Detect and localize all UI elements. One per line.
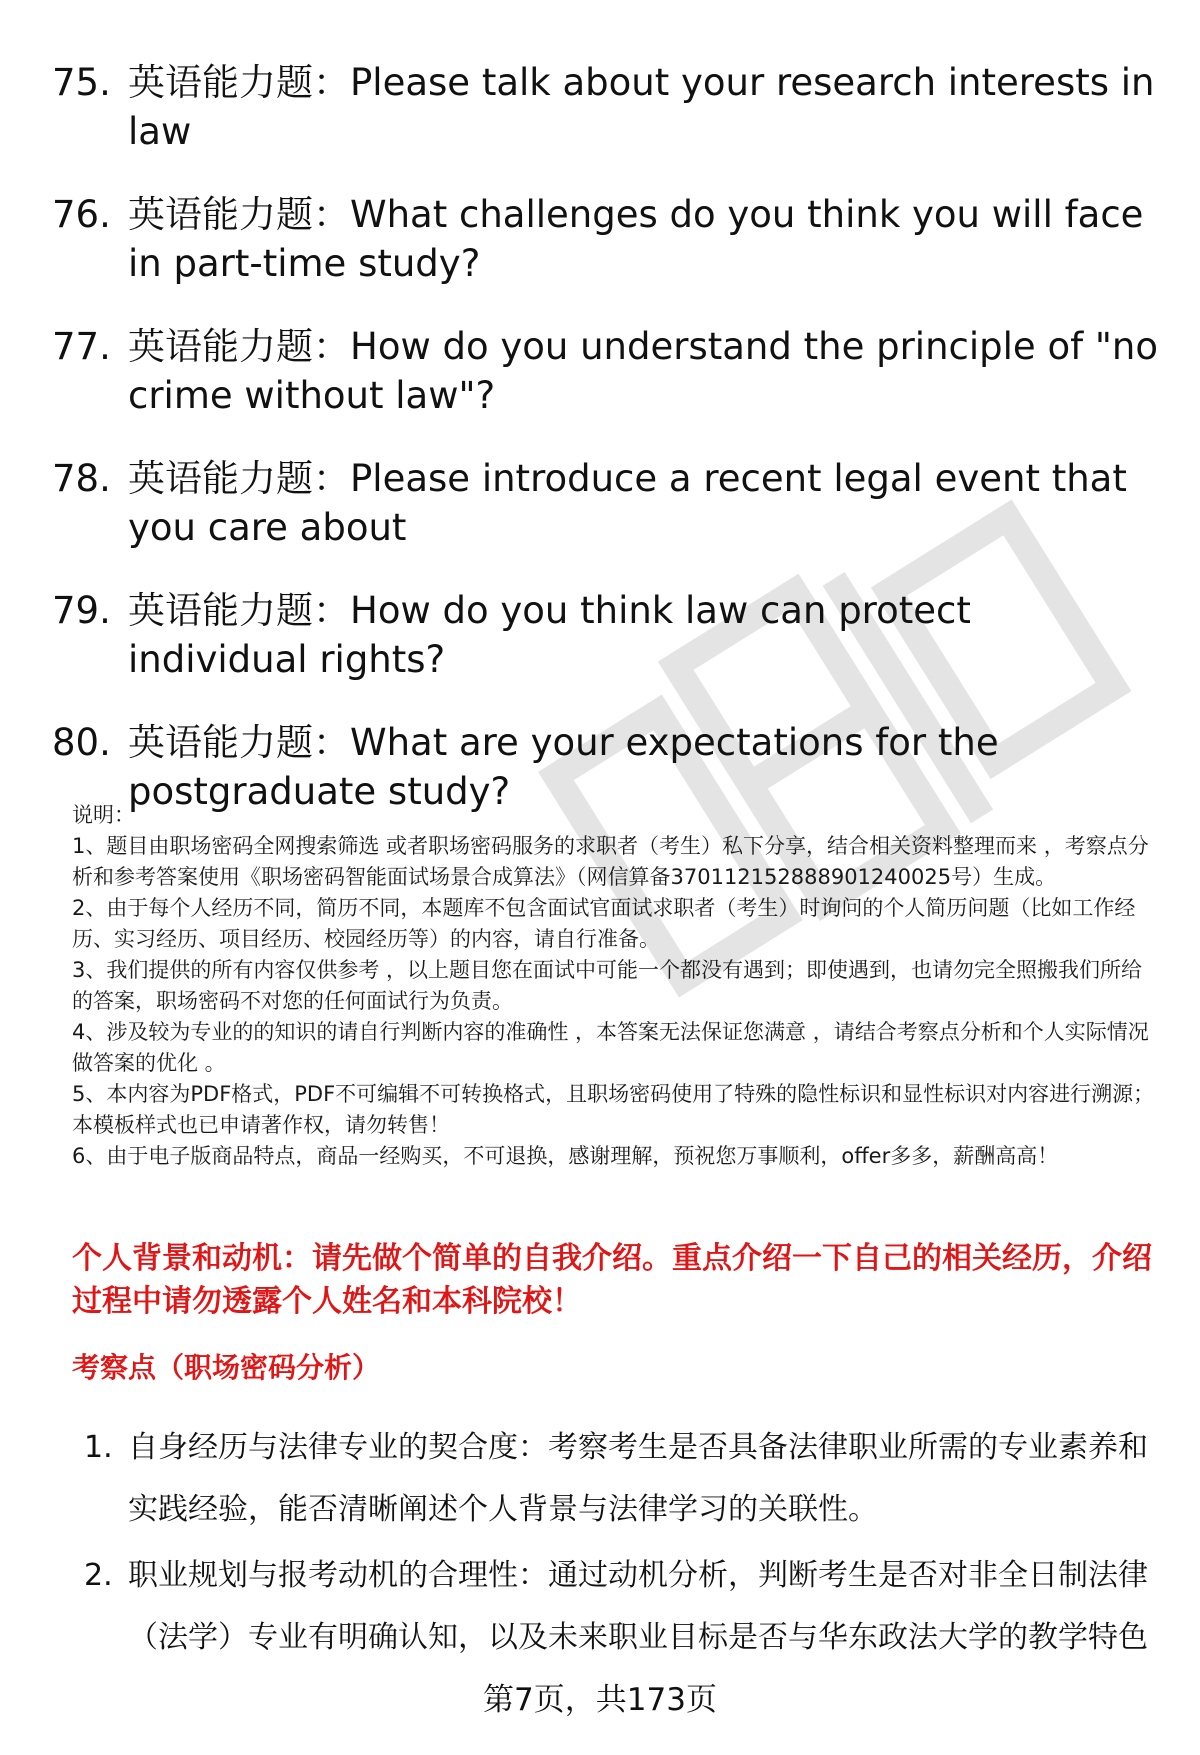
note-item: 4、涉及较为专业的的知识的请自行判断内容的准确性 ，本答案无法保证您满意 ，请结合考察点分析和个人实际情况做答案的优化 。	[72, 1020, 1149, 1075]
point-number: 2.	[84, 1558, 113, 1593]
point-number: 1.	[84, 1430, 113, 1465]
note-item: 3、我们提供的所有内容仅供参考 ，以上题目您在面试中可能一个都没有遇到；即使遇到，也请勿完全照搬我们所给的答案，职场密码不对您的任何面试行为负责。	[72, 958, 1143, 1013]
question-item	[52, 454, 1162, 552]
analysis-point	[84, 1545, 1164, 1669]
question-number: 79.	[52, 589, 111, 632]
question-text: 英语能力题：Please introduce a recent legal event that you care about	[128, 457, 1127, 549]
analysis-point	[84, 1417, 1164, 1541]
question-number: 77.	[52, 325, 111, 368]
question-number: 75.	[52, 61, 111, 104]
question-text: 英语能力题：How do you think law can protect individual rights?	[128, 589, 971, 681]
page-footer: 第7页，共173页	[483, 1682, 717, 1718]
analysis-points	[84, 1417, 1164, 1673]
notes-title: 说明：	[72, 803, 135, 827]
question-item	[52, 586, 1162, 684]
notes-block	[72, 800, 1162, 1172]
question-text: 英语能力题：Please talk about your research interests in law	[128, 61, 1155, 153]
note-item: 6、由于电子版商品特点，商品一经购买，不可退换，感谢理解，预祝您万事顺利，offer多多，薪酬高高！	[72, 1144, 1059, 1168]
section-heading: 个人背景和动机：请先做个简单的自我介绍。重点介绍一下自己的相关经历，介绍过程中请勿透露个人姓名和本科院校！	[72, 1241, 1152, 1319]
question-number: 76.	[52, 193, 111, 236]
question-text: 英语能力题：How do you understand the principle of "no crime without law"?	[128, 325, 1158, 417]
note-item: 5、本内容为PDF格式，PDF不可编辑不可转换格式，且职场密码使用了特殊的隐性标识和显性标识对内容进行溯源；本模板样式也已申请著作权，请勿转售！	[72, 1082, 1155, 1137]
note-item: 2、由于每个人经历不同，简历不同，本题库不包含面试官面试求职者（考生）时询问的个人简历问题（比如工作经历、实习经历、项目经历、校园经历等）的内容，请自行准备。	[72, 896, 1136, 951]
question-text: 英语能力题：What are your expectations for the postgraduate study?	[128, 721, 999, 813]
question-item	[52, 58, 1162, 156]
section-subheading: 考察点（职场密码分析）	[72, 1351, 381, 1384]
note-item: 1、题目由职场密码全网搜索筛选 或者职场密码服务的求职者（考生）私下分享，结合相关资料整理而来 ，考察点分析和参考答案使用《职场密码智能面试场景合成算法》（网信算备370112152888901240025号）生成。	[72, 834, 1149, 889]
question-list	[52, 58, 1162, 850]
question-text: 英语能力题：What challenges do you think you will face in part-time study?	[128, 193, 1144, 285]
question-number: 78.	[52, 457, 111, 500]
question-item	[52, 190, 1162, 288]
point-text: 自身经历与法律专业的契合度：考察考生是否具备法律职业所需的专业素养和实践经验，能否清晰阐述个人背景与法律学习的关联性。	[128, 1430, 1148, 1527]
question-item	[52, 322, 1162, 420]
question-number: 80.	[52, 721, 111, 764]
point-text: 职业规划与报考动机的合理性：通过动机分析，判断考生是否对非全日制法律（法学）专业有明确认知，以及未来职业目标是否与华东政法大学的教学特色	[128, 1558, 1148, 1655]
